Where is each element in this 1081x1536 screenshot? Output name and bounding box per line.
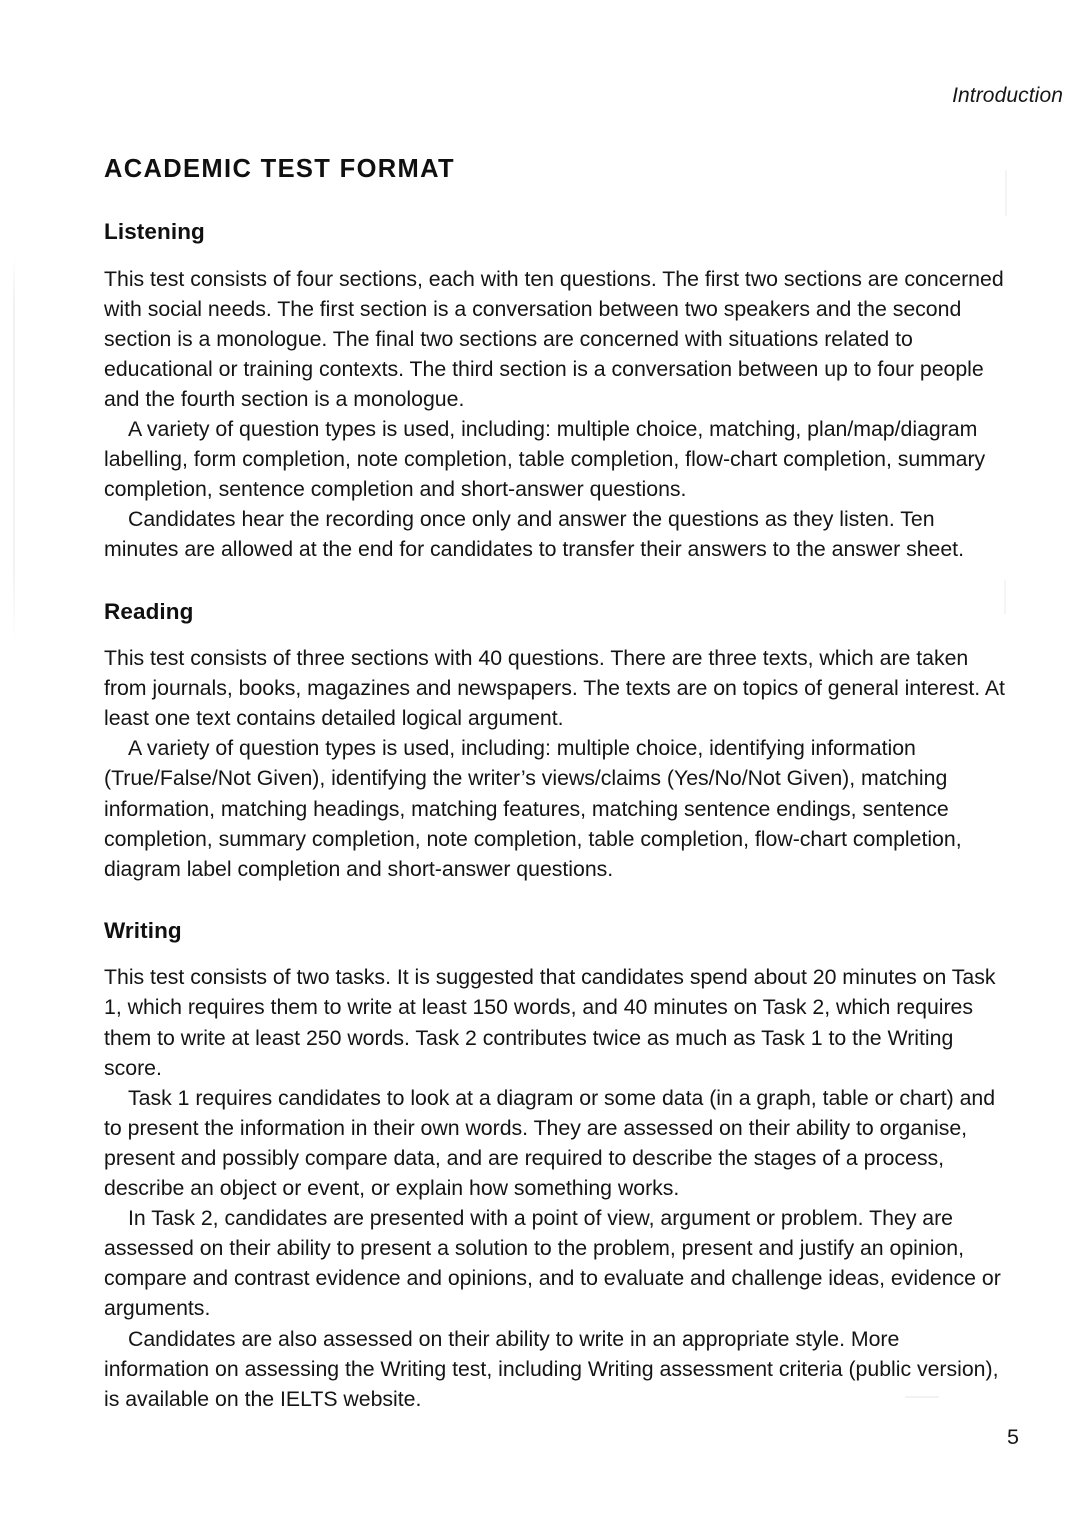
paragraph: Task 1 requires candidates to look at a diagram or some data (in a graph, table or chart) and to present the information in their own words. They are assessed on their ability to organise, present and possibly compare data, and are required to describe the stages of a process, describe an object or event, or explain how something works. bbox=[104, 1085, 996, 1201]
paragraph: Candidates are also assessed on their ability to write in an appropriate style. More information on assessing the Writing test, including Writing assessment criteria (public version), is available on the IELTS website. bbox=[104, 1326, 999, 1411]
running-head: Introduction bbox=[952, 84, 1063, 107]
page-title: ACADEMIC TEST FORMAT bbox=[104, 155, 455, 183]
paragraph: A variety of question types is used, including: multiple choice, matching, plan/map/diagram labelling, form completion, note completion, table completion, flow-chart completion, summary completion, sentence completion and short-answer questions. bbox=[104, 417, 986, 502]
paragraph: This test consists of three sections with 40 questions. There are three texts, which are taken from journals, books, magazines and newspapers. The texts are on topics of general interest. At least one text contains detailed logical argument. bbox=[104, 646, 1005, 731]
section-heading-reading: Reading bbox=[104, 598, 194, 624]
scan-artifact-left bbox=[13, 255, 15, 645]
page-number: 5 bbox=[1007, 1425, 1019, 1449]
paragraph: This test consists of two tasks. It is suggested that candidates spend about 20 minutes on Task 1, which requires them to write at least 150 words, and 40 minutes on Task 2, which requires them to write at least 250 words. Task 2 contributes twice as much as Task 1 to the Writing score. bbox=[104, 965, 996, 1080]
section-heading-listening: Listening bbox=[104, 219, 205, 245]
paragraph: This test consists of four sections, each with ten questions. The first two sections are concerned with social needs. The first section is a conversation between two speakers and the second section is a monologue. The final two sections are concerned with situations related to educational or training contexts. The third section is a conversation between up to four people and the fourth section is a monologue. bbox=[104, 266, 1004, 411]
section-heading-writing: Writing bbox=[104, 917, 182, 943]
section-writing bbox=[104, 918, 1010, 1414]
section-reading bbox=[104, 599, 1010, 884]
section-listening bbox=[104, 219, 1010, 564]
paragraph: In Task 2, candidates are presented with a point of view, argument or problem. They are assessed on their ability to present a solution to the problem, present and justify an opinion, compare and contrast evidence and opinions, and to evaluate and challenge ideas, evidence or arguments. bbox=[104, 1206, 1001, 1321]
paragraph: A variety of question types is used, including: multiple choice, identifying information (True/False/Not Given), identifying the writer’s views/claims (Yes/No/Not Given), matching information, matching headings, matching features, matching sentence endings, sentence completion, summary completion, note completion, table completion, flow-chart completion, diagram label completion and short-answer questions. bbox=[104, 736, 962, 881]
page-content bbox=[104, 155, 1010, 1414]
paragraph: Candidates hear the recording once only and answer the questions as they listen. Ten minutes are allowed at the end for candidates to transfer their answers to the answer sheet. bbox=[104, 507, 964, 562]
